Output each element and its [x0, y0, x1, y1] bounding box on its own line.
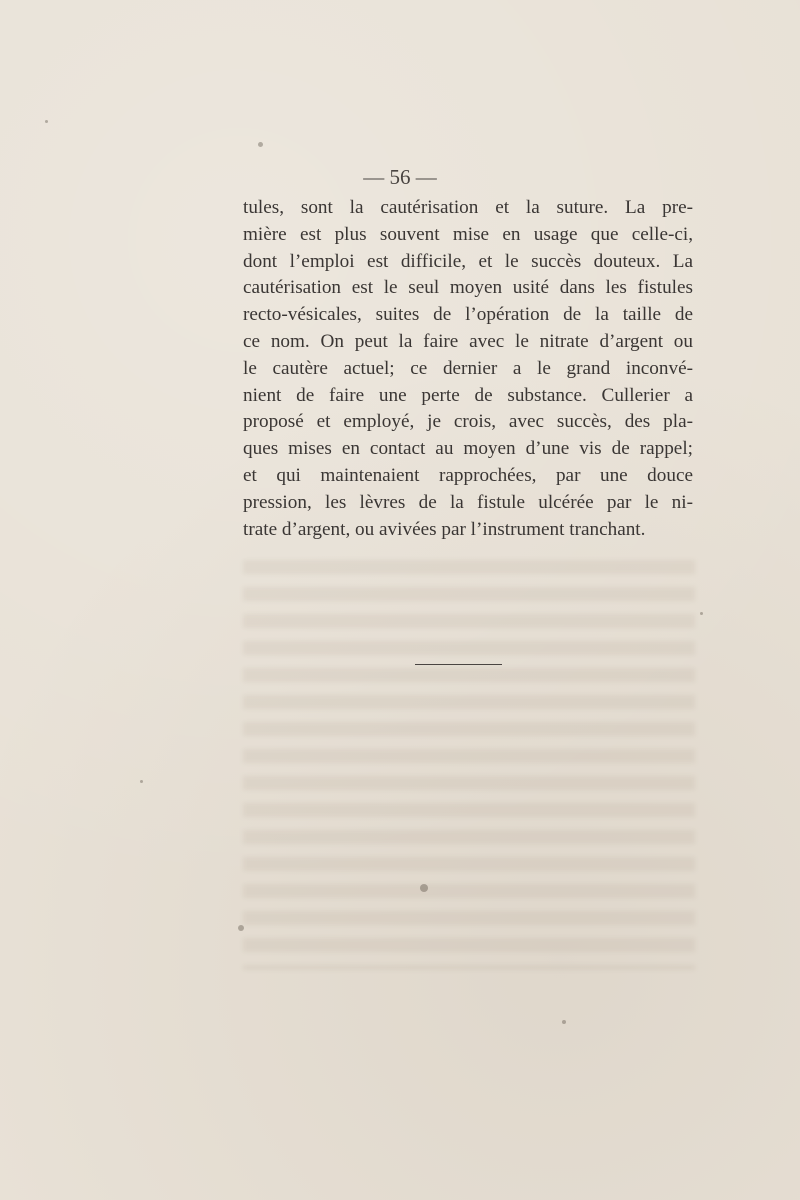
paper-speck [238, 925, 244, 931]
paper-speck [420, 884, 428, 892]
text-line: recto-vésicales, suites de l’opération de la taille de [243, 304, 693, 326]
show-through-text [243, 560, 695, 970]
text-line: proposé et employé, je crois, avec succès, des pla- [243, 411, 693, 433]
text-line: nient de faire une perte de substance. Cullerier a [243, 384, 693, 406]
paper-speck [258, 142, 263, 147]
end-rule [415, 664, 502, 665]
body-paragraph [243, 195, 693, 543]
paper-speck [562, 1020, 566, 1024]
page-number: — 56 — [363, 165, 437, 189]
text-line: le cautère actuel; ce dernier a le grand inconvé- [243, 357, 693, 379]
text-line: ques mises en contact au moyen d’une vis de rappel; [243, 438, 693, 460]
text-line: pression, les lèvres de la fistule ulcérée par le ni- [243, 491, 693, 513]
text-line: cautérisation est le seul moyen usité dans les fistules [243, 277, 693, 299]
paper-speck [140, 780, 143, 783]
text-line: tules, sont la cautérisation et la suture. La pre- [243, 197, 693, 218]
text-line: mière est plus souvent mise en usage que celle-ci, [243, 223, 693, 245]
text-line: trate d’argent, ou avivées par l’instrument tranchant. [243, 518, 646, 540]
text-line: dont l’emploi est difficile, et le succès douteux. La [243, 250, 693, 272]
paper-speck [700, 612, 703, 615]
paper-speck [45, 120, 48, 123]
text-line: ce nom. On peut la faire avec le nitrate d’argent ou [243, 330, 693, 352]
text-line: et qui maintenaient rapprochées, par une douce [243, 464, 693, 486]
